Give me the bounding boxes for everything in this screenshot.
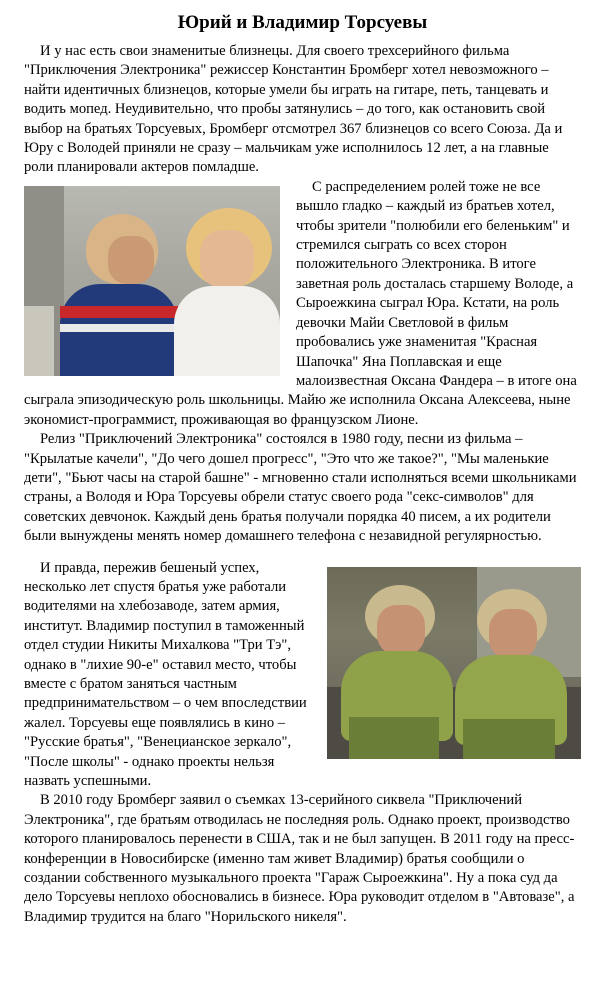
paragraph-release: Релиз "Приключений Электроника" состоялся в 1980 году, песни из фильма – "Крылатые качели", "До чего дошел прогресс", "Это что же такое?", "Мы маленькие дети", "Бьют часы на старой башне" - мгновенно стали исполняться всеми школьниками страны, а Володя и Юра Торсуевы обрели статус своего рода "секс-символов" для советских девчонок. Каждый день братья получали порядка 40 писем, а их родители были вынуждены менять номер домашнего телефона с незавидной регулярностью. [24,431,577,545]
paragraph-after-success: И правда, пережив бешеный успех, несколько лет спустя братья уже работали водителями на хлебозаводе, затем армия, институт. Владимир поступил в таможенный отдел студии Никиты Михалкова "Три Тэ", однако в "лихие 90-е" оставил место, чтобы вместе с братом заняться частным предпринимательством – о чем впоследствии жалел. Торсуевы еще появлялись в кино – "Русские братья", "Венецианское зеркало", "После школы" - однако проекты нельзя назвать успешными. [24,559,307,790]
photo-twins-adult [327,567,581,759]
article-title: Юрий и Владимир Торсуевы [177,12,428,33]
paragraph-intro: И у нас есть свои знаменитые близнецы. Для своего трехсерийного фильма "Приключения Электроника" режиссер Константин Бромберг хотел невозможного – найти идентичных близнецов, которые умели бы играть на гитаре, петь, танцевать и водить мопед. Неудивительно, что пробы затянулись – до того, как остановить свой выбор на братьях Торсуевых, Бромберг отсмотрел 367 близнецов со всего Союза. Да и Юру с Володей приняли не сразу – мальчикам уже исполнилось 12 лет, а на главные роли планировали актеров помладше. [24,43,563,176]
paragraph-sequel: В 2010 году Бромберг заявил о съемках 13-серийного сиквела "Приключений Электроника", где братьям отводилась не последняя роль. Однако проект, производство которого планировалось перенести в США, так и не был запущен. В 2011 году на пресс-конференции в Новосибирске (именно там живет Владимир) братья сообщили о создании собственного музыкального проекта "Гараж Сыроежкина". Ну а пока суд да дело Торсуевы неплохо обосновались в бизнесе. Юра руководит отделом в "Автовазе", а Владимир трудится на благо "Норильского никеля". [24,792,575,925]
paragraph-roles: С распределением ролей тоже не все вышло гладко – каждый из братьев хотел, чтобы зрители "полюбили его беленьким" и стремился сыграть со всех сторон положительного Электроника. В итоге заветная роль досталась старшему Володе, а Сыроежкина сыграл Юра. Кстати, на роль девочки Майи Светловой в фильм пробовались уже знаменитая "Красная Шапочка" Яна Поплавская и еще малоизвестная Оксана Фандера – в итоге она сыграла эпизодическую роль школьницы. Майю же исполнила Оксана Алексеева, ныне экономист-программист, проживающая во французском Лионе. [24,178,577,428]
photo-twins-childhood [24,186,280,376]
